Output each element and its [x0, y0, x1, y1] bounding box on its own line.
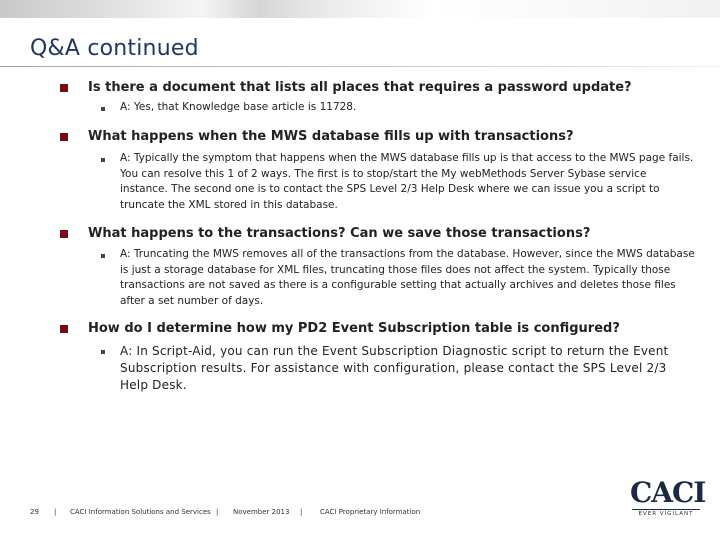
answer-bullet-icon [101, 107, 105, 111]
question-bullet-icon [60, 230, 68, 238]
answer-bullet-icon [101, 254, 105, 258]
answer-4: A: In Script-Aid, you can run the Event Subscription Diagnostic script to return the Event Subscription results. For assistance with configuration, please contact the SPS Level 2/3 Help Desk. [120, 344, 669, 392]
question-bullet-icon [60, 325, 68, 333]
answer-2: A: Typically the symptom that happens when the MWS database fills up is that access to the MWS page fails. You can resolve this 1 of 2 ways. The first is to stop/start the My webMethods Server Sybase service instance. The second one is to contact the SPS Level 2/3 Help Desk where we can issue you a script to truncate the XML stored in this database. [120, 152, 694, 211]
footer-company: CACI Information Solutions and Services [70, 508, 211, 516]
page-number: 29 [30, 508, 39, 516]
logo-tagline: EVER VIGILANT [638, 511, 694, 517]
answer-bullet-icon [101, 350, 105, 354]
answer-3: A: Truncating the MWS removes all of the transactions from the database. However, since the MWS database is just a storage database for XML files, truncating those files does not affect the system. Typically those transactions are not saved as there is a configurable setting that actually archives and deletes those files after a set number of days. [120, 248, 695, 307]
question-bullet-icon [60, 84, 68, 92]
question-4: How do I determine how my PD2 Event Subscription table is configured? [88, 321, 620, 336]
question-2: What happens when the MWS database fills up with transactions? [88, 129, 574, 144]
footer-date: November 2013 [233, 508, 290, 516]
answer-bullet-icon [101, 158, 105, 162]
slide-title: Q&A continued [30, 36, 199, 61]
slide-footer [0, 506, 720, 520]
footer-separator: | [216, 508, 219, 516]
logo-divider [632, 509, 700, 510]
question-bullet-icon [60, 133, 68, 141]
footer-separator: | [300, 508, 303, 516]
question-1: Is there a document that lists all places that requires a password update? [88, 80, 632, 95]
footer-classification: CACI Proprietary Information [320, 508, 421, 516]
header-band [0, 0, 720, 18]
logo-name: CACI [630, 476, 706, 509]
caci-logo [630, 476, 706, 522]
question-3: What happens to the transactions? Can we save those transactions? [88, 226, 591, 241]
answer-1: A: Yes, that Knowledge base article is 11728. [120, 101, 357, 113]
footer-separator: | [54, 508, 57, 516]
title-divider [0, 66, 720, 67]
